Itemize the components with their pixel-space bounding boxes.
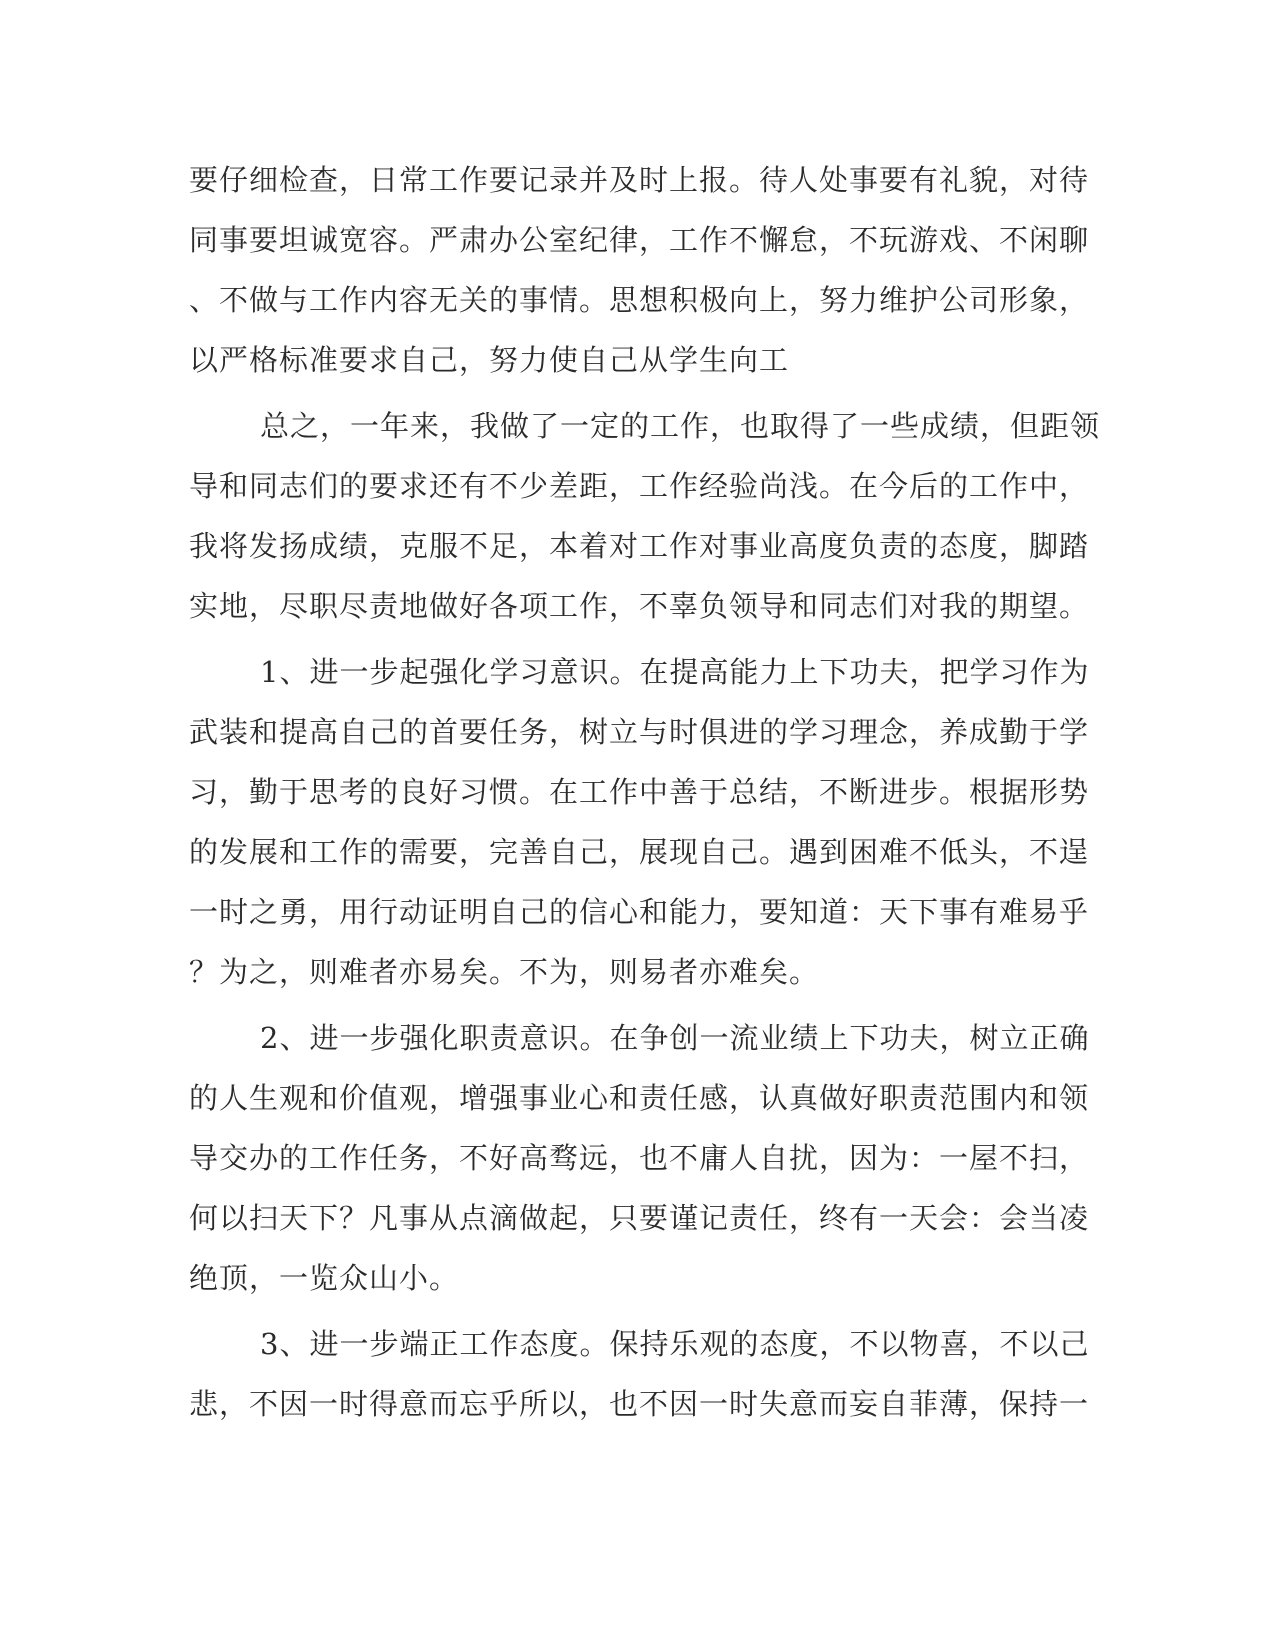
text-line: 2、进一步强化职责意识。在争创一流业绩上下功夫，树立正确 [260,1021,1090,1055]
text-line: 习，勤于思考的良好习惯。在工作中善于总结，不断进步。根据形势 [189,775,1090,809]
text-line: 我将发扬成绩，克服不足，本着对工作对事业高度负责的态度，脚踏 [189,529,1090,563]
text-line: 一时之勇，用行动证明自己的信心和能力，要知道：天下事有难易乎 [189,895,1090,929]
text-line: 3、进一步端正工作态度。保持乐观的态度，不以物喜，不以己 [260,1327,1090,1361]
paragraph-3 [189,642,1090,1002]
text-line: 武装和提高自己的首要任务，树立与时俱进的学习理念，养成勤于学 [189,715,1090,749]
text-line: 1、进一步起强化学习意识。在提高能力上下功夫，把学习作为 [260,655,1090,689]
text-line: 要仔细检查，日常工作要记录并及时上报。待人处事要有礼貌，对待 [189,163,1090,197]
text-line: 总之，一年来，我做了一定的工作，也取得了一些成绩，但距领 [260,409,1101,443]
text-line: 的发展和工作的需要，完善自己，展现自己。遇到困难不低头，不逞 [189,835,1090,869]
text-line: 绝顶，一览众山小。 [189,1261,460,1295]
text-line: 导交办的工作任务，不好高骛远，也不庸人自扰，因为：一屋不扫， [189,1141,1090,1175]
text-line: 、不做与工作内容无关的事情。思想积极向上，努力维护公司形象， [189,283,1090,317]
paragraph-4 [189,1008,1090,1308]
text-line: 何以扫天下？凡事从点滴做起，只要谨记责任，终有一天会：会当凌 [189,1201,1090,1235]
text-line: 悲，不因一时得意而忘乎所以，也不因一时失意而妄自菲薄，保持一 [189,1387,1090,1421]
text-line: 导和同志们的要求还有不少差距，工作经验尚浅。在今后的工作中， [189,469,1090,503]
paragraph-5 [189,1314,1090,1434]
paragraph-1 [189,150,1090,390]
paragraph-2 [189,396,1101,636]
text-line: 的人生观和价值观，增强事业心和责任感，认真做好职责范围内和领 [189,1081,1090,1115]
text-line: 实地，尽职尽责地做好各项工作，不辜负领导和同志们对我的期望。 [189,589,1090,623]
document-body [189,150,1101,1434]
text-line: 同事要坦诚宽容。严肃办公室纪律，工作不懈怠，不玩游戏、不闲聊 [189,223,1090,257]
text-line: 以严格标准要求自己，努力使自己从学生向工 [189,343,790,377]
text-line: ？为之，则难者亦易矣。不为，则易者亦难矣。 [189,955,820,989]
